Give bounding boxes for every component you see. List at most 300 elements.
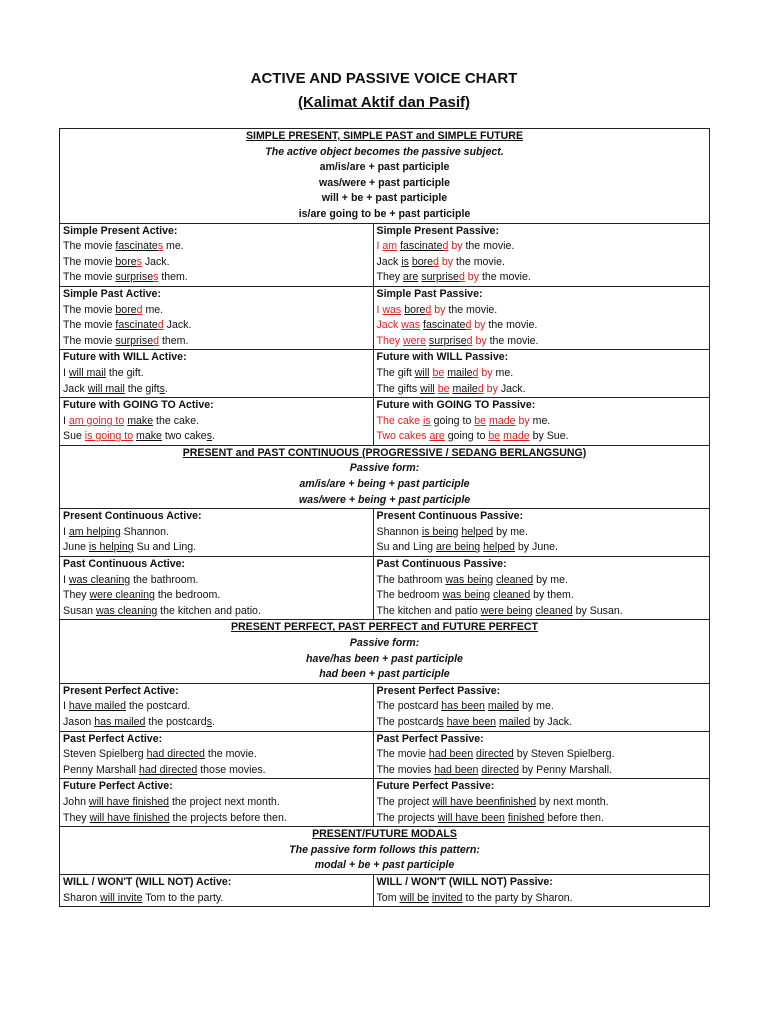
active-cell bbox=[60, 398, 374, 446]
underlined-word: will have finished bbox=[89, 811, 170, 824]
passive-heading: Past Perfect Passive: bbox=[376, 732, 484, 745]
example-sentence bbox=[377, 795, 707, 811]
underlined-word: was cleaning bbox=[68, 573, 131, 586]
sentence-text: the movie. bbox=[479, 271, 531, 284]
active-heading: Future with GOING TO Active: bbox=[63, 399, 214, 412]
underlined-word: was being bbox=[442, 589, 491, 602]
example-sentence bbox=[63, 382, 370, 398]
underlined-word: fascinate bbox=[423, 319, 466, 332]
example-sentence bbox=[63, 270, 370, 286]
passive-heading: Present Perfect Passive: bbox=[376, 684, 501, 697]
sentence-text: the movie. bbox=[445, 303, 498, 316]
underlined-word: surprise bbox=[421, 271, 459, 284]
sentence-text: by bbox=[472, 334, 487, 347]
rule-line: am/is/are + being + past participle bbox=[299, 478, 470, 491]
underlined-word: be bbox=[488, 430, 501, 443]
sentence-text: going to bbox=[430, 414, 475, 427]
underlined-word: were bbox=[403, 334, 426, 347]
sentence-text: Jack. bbox=[163, 319, 192, 332]
sentence-text: by them. bbox=[530, 589, 574, 602]
example-sentence bbox=[377, 573, 707, 589]
underlined-word: d bbox=[157, 319, 164, 332]
sentence-text: The gifts bbox=[376, 382, 421, 395]
sentence-text: The movie bbox=[63, 255, 116, 268]
sentence-text: Tom to the party. bbox=[142, 891, 224, 904]
underlined-word: s bbox=[159, 382, 165, 395]
sentence-text: Two cakes bbox=[376, 430, 430, 443]
underlined-word: make bbox=[127, 414, 154, 427]
sentence-text: those movies. bbox=[197, 763, 266, 776]
sentence-text: The postcard bbox=[376, 715, 439, 728]
sentence-text: The movie bbox=[63, 303, 116, 316]
underlined-word: d bbox=[477, 382, 484, 395]
example-sentence bbox=[63, 763, 370, 779]
sentence-text: Jack bbox=[376, 255, 402, 268]
table-row bbox=[60, 731, 710, 779]
underlined-word: was bbox=[382, 303, 402, 316]
active-heading: Present Continuous Active: bbox=[63, 510, 202, 523]
active-heading: Simple Present Active: bbox=[63, 224, 178, 237]
example-sentence bbox=[377, 382, 707, 398]
underlined-word: maile bbox=[452, 382, 478, 395]
passive-heading: Present Continuous Passive: bbox=[376, 510, 524, 523]
underlined-word: helped bbox=[483, 541, 515, 554]
sentence-text: Su and Ling. bbox=[133, 541, 197, 554]
example-sentence bbox=[377, 270, 707, 286]
example-sentence bbox=[63, 318, 370, 334]
sentence-text: by bbox=[483, 382, 498, 395]
section-header bbox=[60, 827, 710, 875]
example-sentence bbox=[377, 891, 707, 907]
underlined-word: am bbox=[382, 240, 398, 253]
underlined-word: are bbox=[403, 271, 419, 284]
sentence-text: Shannon bbox=[376, 525, 422, 538]
underlined-word: s bbox=[206, 430, 212, 443]
example-sentence bbox=[63, 747, 370, 763]
table-row bbox=[60, 509, 710, 557]
sentence-text: They bbox=[63, 589, 90, 602]
section-header bbox=[60, 620, 710, 683]
sentence-text: Jason bbox=[63, 715, 95, 728]
sentence-text: to the party by Sharon. bbox=[462, 891, 573, 904]
underlined-word: cleaned bbox=[493, 589, 531, 602]
active-heading: Future Perfect Active: bbox=[63, 780, 173, 793]
underlined-word: mailed bbox=[487, 700, 520, 713]
underlined-word: d bbox=[472, 366, 479, 379]
underlined-word: had been bbox=[428, 748, 474, 761]
underlined-word: directed bbox=[476, 748, 514, 761]
underlined-word: were cleaning bbox=[89, 589, 155, 602]
sentence-text: The movie bbox=[63, 334, 116, 347]
example-sentence bbox=[377, 255, 707, 271]
sentence-text: the gift. bbox=[105, 366, 144, 379]
underlined-word: were being bbox=[480, 604, 533, 617]
section-title: PRESENT/FUTURE MODALS bbox=[312, 828, 457, 841]
section-title: SIMPLE PRESENT, SIMPLE PAST and SIMPLE FUTURE bbox=[245, 130, 524, 142]
underlined-word: will mail bbox=[87, 382, 125, 395]
sentence-text: the movie. bbox=[204, 748, 257, 761]
underlined-word: made bbox=[503, 430, 530, 443]
sentence-text: the projects before then. bbox=[169, 811, 287, 824]
sentence-text: by next month. bbox=[536, 795, 609, 808]
active-cell bbox=[60, 683, 374, 731]
sentence-text: Steven Spielberg bbox=[63, 748, 147, 761]
underlined-word: directed bbox=[481, 763, 520, 776]
underlined-word: mailed bbox=[499, 715, 531, 728]
underlined-word: fascinate bbox=[115, 319, 158, 332]
underlined-word: have been bbox=[446, 715, 497, 728]
sentence-text: the bathroom. bbox=[130, 573, 199, 586]
sentence-text: by bbox=[478, 366, 493, 379]
sentence-text: The kitchen and patio bbox=[376, 604, 481, 617]
sentence-text: I bbox=[376, 240, 383, 253]
passive-cell bbox=[373, 557, 710, 620]
rule-line: The passive form follows this pattern: bbox=[289, 843, 480, 856]
underlined-word: will bbox=[420, 382, 435, 395]
section-title: PRESENT PERFECT, PAST PERFECT and FUTURE PERFECT bbox=[230, 621, 539, 634]
example-sentence bbox=[377, 715, 707, 731]
active-cell bbox=[60, 779, 374, 827]
table-row bbox=[60, 223, 710, 286]
underlined-word: have mailed bbox=[68, 700, 127, 713]
passive-heading: Future Perfect Passive: bbox=[376, 780, 495, 793]
example-sentence bbox=[63, 891, 370, 907]
active-heading: Simple Past Active: bbox=[63, 287, 161, 300]
example-sentence bbox=[63, 715, 370, 731]
rule-line: will + be + past participle bbox=[321, 192, 448, 205]
sentence-text: The movie bbox=[376, 748, 429, 761]
section-header-row bbox=[60, 827, 710, 875]
underlined-word: will bbox=[414, 366, 430, 379]
underlined-word: will have been bbox=[437, 811, 505, 824]
underlined-word: d bbox=[442, 240, 449, 253]
table-row bbox=[60, 557, 710, 620]
sentence-text: by bbox=[515, 414, 530, 427]
underlined-word: be bbox=[437, 382, 450, 395]
passive-cell bbox=[373, 350, 710, 398]
sentence-text: by bbox=[471, 319, 486, 332]
sentence-text: I bbox=[63, 700, 69, 713]
sentence-text: Susan bbox=[63, 604, 96, 617]
sentence-text: . bbox=[212, 715, 215, 728]
sentence-text: . bbox=[212, 430, 215, 443]
section-header bbox=[60, 445, 710, 508]
example-sentence bbox=[63, 699, 370, 715]
active-heading: Past Continuous Active: bbox=[63, 558, 186, 571]
sentence-text: by Jack. bbox=[530, 715, 573, 728]
table-row bbox=[60, 683, 710, 731]
example-sentence bbox=[63, 540, 370, 556]
example-sentence bbox=[377, 811, 707, 827]
sentence-text: I bbox=[63, 573, 69, 586]
sentence-text: by Susan. bbox=[572, 604, 623, 617]
table-row bbox=[60, 350, 710, 398]
sentence-text: them. bbox=[158, 271, 188, 284]
rule-line: am/is/are + past participle bbox=[319, 161, 450, 174]
underlined-word: made bbox=[489, 414, 516, 427]
sentence-text: I bbox=[63, 525, 69, 538]
passive-heading: Past Continuous Passive: bbox=[376, 558, 507, 571]
active-cell bbox=[60, 223, 374, 286]
sentence-text: the bedroom. bbox=[154, 589, 221, 602]
underlined-word: has been bbox=[441, 700, 485, 713]
sentence-text: . bbox=[164, 382, 168, 395]
section-title: PRESENT and PAST CONTINUOUS (PROGRESSIVE / SEDANG BERLANGSUNG) bbox=[182, 446, 587, 459]
section-header-row bbox=[60, 620, 710, 683]
sentence-text: me. bbox=[163, 240, 184, 253]
sentence-text: They bbox=[376, 271, 403, 284]
section-header bbox=[60, 129, 710, 224]
example-sentence bbox=[63, 414, 370, 430]
underlined-word: fascinate bbox=[400, 240, 443, 253]
underlined-word: s bbox=[136, 255, 142, 268]
sentence-text: the movie. bbox=[453, 255, 505, 268]
underlined-word: is bbox=[401, 255, 409, 268]
passive-heading: Simple Present Passive: bbox=[376, 224, 499, 237]
underlined-word: d bbox=[425, 303, 432, 316]
voice-chart-table bbox=[59, 128, 710, 907]
underlined-word: has mailed bbox=[94, 715, 146, 728]
sentence-text: by me. bbox=[533, 573, 568, 586]
example-sentence bbox=[63, 239, 370, 255]
underlined-word: is going to bbox=[84, 430, 134, 443]
passive-heading: Future with WILL Passive: bbox=[376, 351, 509, 364]
table-row bbox=[60, 398, 710, 446]
underlined-word: is being bbox=[421, 525, 459, 538]
underlined-word: bore bbox=[115, 255, 137, 268]
underlined-word: bore bbox=[411, 255, 434, 268]
rule-line: have/has been + past participle bbox=[306, 652, 463, 665]
active-cell bbox=[60, 557, 374, 620]
section-header-row bbox=[60, 129, 710, 224]
underlined-word: am helping bbox=[68, 525, 121, 538]
sentence-text: I bbox=[63, 366, 69, 379]
sentence-text: The movie bbox=[63, 319, 116, 332]
underlined-word: will be bbox=[399, 891, 429, 904]
passive-cell bbox=[373, 223, 710, 286]
example-sentence bbox=[63, 573, 370, 589]
underlined-word: bore bbox=[404, 303, 426, 316]
underlined-word: had directed bbox=[138, 763, 198, 776]
table-row bbox=[60, 286, 710, 349]
example-sentence bbox=[63, 366, 370, 382]
passive-cell bbox=[373, 683, 710, 731]
sentence-text: Sharon bbox=[63, 891, 101, 904]
passive-cell bbox=[373, 286, 710, 349]
underlined-word: invited bbox=[431, 891, 463, 904]
underlined-word: will mail bbox=[68, 366, 106, 379]
underlined-word: bore bbox=[115, 303, 137, 316]
example-sentence bbox=[377, 318, 707, 334]
underlined-word: s bbox=[153, 271, 159, 284]
underlined-word: be bbox=[474, 414, 487, 427]
underlined-word: d bbox=[136, 303, 143, 316]
sentence-text: Jack. bbox=[497, 382, 526, 395]
rule-line: Passive form: bbox=[349, 637, 420, 649]
sentence-text: The postcard bbox=[376, 700, 442, 713]
passive-heading: Simple Past Passive: bbox=[376, 287, 483, 300]
example-sentence bbox=[377, 699, 707, 715]
sentence-text: The movie bbox=[63, 240, 116, 253]
underlined-word: make bbox=[136, 430, 162, 443]
sentence-text: the cake. bbox=[153, 414, 200, 427]
rule-line: Passive form: bbox=[349, 462, 420, 475]
chart-body bbox=[60, 129, 710, 907]
example-sentence bbox=[377, 334, 707, 350]
underlined-word: maile bbox=[447, 366, 473, 379]
underlined-word: will have beenfinished bbox=[432, 795, 537, 808]
sentence-text: by bbox=[448, 240, 463, 253]
sentence-text: going to bbox=[444, 430, 489, 443]
sentence-text: I bbox=[376, 303, 383, 316]
sentence-text: Sue bbox=[63, 430, 85, 443]
sentence-text: by bbox=[464, 271, 479, 284]
sentence-text: the postcard. bbox=[126, 700, 191, 713]
passive-cell bbox=[373, 398, 710, 446]
underlined-word: d bbox=[153, 334, 159, 347]
active-heading: WILL / WON'T (WILL NOT) Active: bbox=[63, 875, 232, 888]
example-sentence bbox=[63, 525, 370, 541]
example-sentence bbox=[377, 429, 707, 445]
example-sentence bbox=[63, 811, 370, 827]
example-sentence bbox=[63, 255, 370, 271]
sentence-text: Penny Marshall bbox=[63, 763, 139, 776]
example-sentence bbox=[377, 414, 707, 430]
sentence-text: by June. bbox=[514, 541, 558, 554]
sentence-text: The movies bbox=[376, 763, 435, 776]
sentence-text: by me. bbox=[519, 700, 554, 713]
passive-heading: WILL / WON'T (WILL NOT) Passive: bbox=[376, 875, 553, 888]
example-sentence bbox=[377, 604, 707, 620]
rule-line: was/were + being + past participle bbox=[298, 493, 471, 506]
example-sentence bbox=[63, 303, 370, 319]
sentence-text: the movie. bbox=[485, 319, 538, 332]
example-sentence bbox=[63, 604, 370, 620]
sentence-text: the gift bbox=[124, 382, 160, 395]
sentence-text: June bbox=[63, 541, 89, 554]
sentence-text: the postcard bbox=[145, 715, 207, 728]
sentence-text: by Steven Spielberg. bbox=[513, 748, 615, 761]
underlined-word: will invite bbox=[100, 891, 143, 904]
sentence-text: Jack bbox=[376, 319, 402, 332]
page-title: ACTIVE AND PASSIVE VOICE CHART bbox=[250, 70, 518, 87]
sentence-text: the project next month. bbox=[169, 795, 280, 808]
sentence-text: Tom bbox=[376, 891, 400, 904]
sentence-text: The projects bbox=[376, 811, 438, 824]
example-sentence bbox=[377, 763, 707, 779]
passive-cell bbox=[373, 779, 710, 827]
table-row bbox=[60, 779, 710, 827]
underlined-word: is helping bbox=[88, 541, 134, 554]
sentence-text: The project bbox=[376, 795, 433, 808]
active-heading: Future with WILL Active: bbox=[63, 351, 187, 364]
underlined-word: be bbox=[432, 366, 445, 379]
sentence-text: Jack bbox=[63, 382, 88, 395]
sentence-text: them. bbox=[159, 334, 189, 347]
example-sentence bbox=[63, 795, 370, 811]
example-sentence bbox=[63, 588, 370, 604]
underlined-word: cleaned bbox=[535, 604, 573, 617]
example-sentence bbox=[377, 366, 707, 382]
underlined-word: was bbox=[401, 319, 421, 332]
sentence-text: John bbox=[63, 795, 89, 808]
underlined-word: are being bbox=[436, 541, 481, 554]
underlined-word: d bbox=[466, 334, 473, 347]
rule-line: modal + be + past participle bbox=[314, 859, 455, 872]
example-sentence bbox=[377, 747, 707, 763]
sentence-text: before then. bbox=[544, 811, 604, 824]
example-sentence bbox=[63, 429, 370, 445]
underlined-word: d bbox=[465, 319, 472, 332]
active-cell bbox=[60, 874, 374, 906]
rule-line: had been + past participle bbox=[319, 668, 450, 681]
sentence-text: The gift bbox=[376, 366, 415, 379]
sentence-text: the kitchen and patio. bbox=[157, 604, 261, 617]
rule-line: The active object becomes the passive subject. bbox=[265, 145, 504, 158]
sentence-text: two cake bbox=[161, 430, 207, 443]
table-row bbox=[60, 874, 710, 906]
sentence-text: Jack. bbox=[141, 255, 170, 268]
example-sentence bbox=[63, 334, 370, 350]
underlined-word: surprise bbox=[115, 271, 154, 284]
sentence-text: me. bbox=[492, 366, 514, 379]
sentence-text: The bathroom bbox=[376, 573, 446, 586]
sentence-text: me. bbox=[142, 303, 164, 316]
underlined-word: d bbox=[458, 271, 465, 284]
sentence-text: I bbox=[63, 414, 69, 427]
underlined-word: surprise bbox=[428, 334, 467, 347]
sentence-text: The cake bbox=[376, 414, 424, 427]
underlined-word: helped bbox=[461, 525, 494, 538]
sentence-text: Su and Ling bbox=[376, 541, 436, 554]
example-sentence bbox=[377, 525, 707, 541]
underlined-word: are bbox=[429, 430, 445, 443]
sentence-text: by bbox=[431, 303, 446, 316]
sentence-text: The movie bbox=[63, 271, 116, 284]
underlined-word: s bbox=[206, 715, 212, 728]
sentence-text: by me. bbox=[493, 525, 528, 538]
underlined-word: surprise bbox=[115, 334, 154, 347]
sentence-text: by Penny Marshall. bbox=[519, 763, 613, 776]
underlined-word: had directed bbox=[146, 748, 205, 761]
underlined-word: s bbox=[157, 240, 164, 253]
active-heading: Present Perfect Active: bbox=[63, 684, 179, 697]
active-cell bbox=[60, 731, 374, 779]
sentence-text: me. bbox=[529, 414, 551, 427]
underlined-word: d bbox=[433, 255, 439, 268]
sentence-text: They bbox=[63, 811, 90, 824]
active-cell bbox=[60, 350, 374, 398]
passive-cell bbox=[373, 509, 710, 557]
active-cell bbox=[60, 509, 374, 557]
sentence-text: by bbox=[438, 255, 454, 268]
underlined-word: finished bbox=[507, 811, 545, 824]
passive-cell bbox=[373, 874, 710, 906]
example-sentence bbox=[377, 303, 707, 319]
underlined-word: is bbox=[423, 414, 431, 427]
active-heading: Past Perfect Active: bbox=[63, 732, 163, 745]
section-header-row bbox=[60, 445, 710, 508]
underlined-word: was being bbox=[445, 573, 494, 586]
rule-line: was/were + past participle bbox=[318, 176, 450, 189]
example-sentence bbox=[377, 239, 707, 255]
sentence-text: Shannon. bbox=[120, 525, 170, 538]
sentence-text: by Sue. bbox=[529, 430, 569, 443]
underlined-word: was cleaning bbox=[95, 604, 158, 617]
underlined-word: fascinate bbox=[115, 240, 158, 253]
underlined-word: cleaned bbox=[496, 573, 534, 586]
example-sentence bbox=[377, 588, 707, 604]
